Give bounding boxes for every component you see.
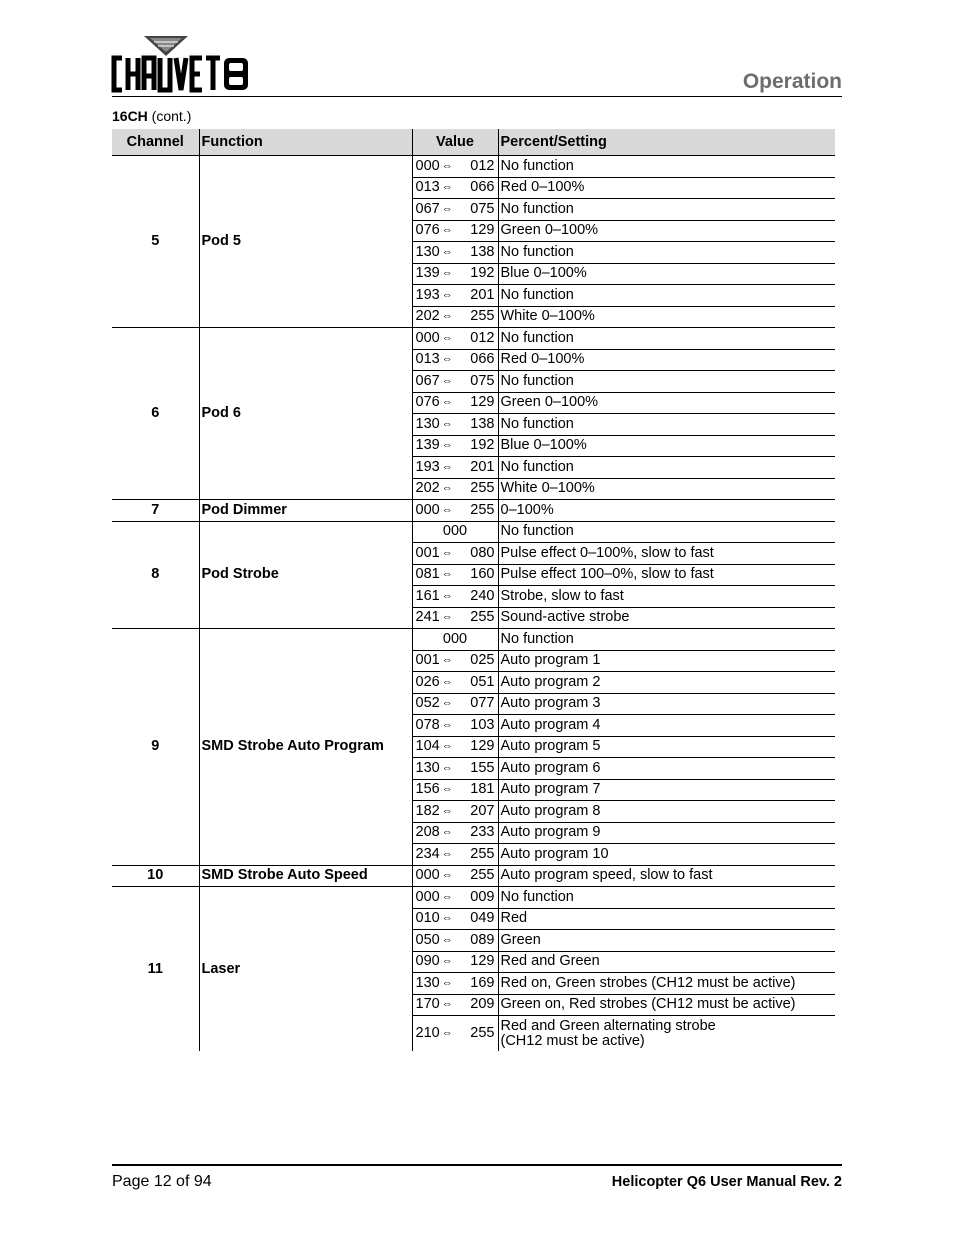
- dmx-value-to: 129: [470, 953, 495, 970]
- setting-description: [498, 306, 835, 328]
- setting-text: Blue 0–100%: [500, 437, 587, 454]
- dmx-value-single: 000: [442, 630, 468, 647]
- left-right-arrow-icon: ⇔: [441, 482, 453, 495]
- dmx-value-from: 104: [415, 738, 440, 755]
- setting-description: [498, 865, 835, 887]
- left-right-arrow-icon: ⇔: [441, 310, 453, 323]
- dmx-value-from: 026: [415, 673, 440, 690]
- dmx-value-from: 161: [415, 587, 440, 604]
- setting-text: Sound-active strobe: [500, 609, 630, 626]
- dmx-value-range: [412, 177, 498, 199]
- column-header-value: Value: [412, 129, 498, 156]
- setting-description: [498, 650, 835, 672]
- setting-text: Green 0–100%: [500, 394, 599, 411]
- setting-description: [498, 693, 835, 715]
- setting-text: White 0–100%: [500, 308, 595, 325]
- dmx-value-to: 255: [470, 501, 495, 518]
- dmx-value-range: [412, 478, 498, 500]
- left-right-arrow-icon: ⇔: [441, 267, 453, 280]
- setting-description: [498, 543, 835, 565]
- dmx-channel-table: [112, 129, 835, 1051]
- dmx-value-to: 201: [470, 458, 495, 475]
- setting-description: [498, 908, 835, 930]
- setting-description: [498, 349, 835, 371]
- dmx-value-to: 075: [470, 372, 495, 389]
- dmx-value-range: [412, 930, 498, 952]
- left-right-arrow-icon: ⇔: [441, 675, 453, 688]
- setting-description: [498, 478, 835, 500]
- dmx-value-range: [412, 865, 498, 887]
- dmx-value-to: 255: [470, 867, 495, 884]
- setting-description: [498, 586, 835, 608]
- setting-text: No function: [500, 243, 574, 260]
- setting-description: [498, 177, 835, 199]
- dmx-value-range: [412, 392, 498, 414]
- dmx-value-to: 012: [470, 157, 495, 174]
- left-right-arrow-icon: ⇔: [441, 568, 453, 581]
- channel-function: Pod 6: [199, 328, 412, 500]
- table-header-row: [112, 129, 835, 156]
- dmx-value-to: 049: [470, 910, 495, 927]
- dmx-value-to: 089: [470, 931, 495, 948]
- dmx-value-from: 067: [415, 372, 440, 389]
- dmx-value-range: [412, 414, 498, 436]
- dmx-value-from: 130: [415, 759, 440, 776]
- left-right-arrow-icon: ⇔: [441, 826, 453, 839]
- dmx-value-range: [412, 973, 498, 995]
- dmx-value-range: [412, 994, 498, 1016]
- setting-description: [498, 801, 835, 823]
- dmx-value-range: [412, 521, 498, 543]
- left-right-arrow-icon: ⇔: [441, 331, 453, 344]
- left-right-arrow-icon: ⇔: [441, 353, 453, 366]
- dmx-value-from: 182: [415, 802, 440, 819]
- dmx-value-range: [412, 1016, 498, 1052]
- dmx-value-from: 130: [415, 415, 440, 432]
- dmx-value-from: 000: [415, 888, 440, 905]
- setting-text: Auto program 10: [500, 845, 609, 862]
- dmx-value-range: [412, 500, 498, 522]
- setting-text: Strobe, slow to fast: [500, 587, 624, 604]
- table-caption-mode: 16CH: [112, 108, 148, 124]
- dmx-value-to: 138: [470, 415, 495, 432]
- dmx-value-from: 139: [415, 437, 440, 454]
- dmx-value-range: [412, 607, 498, 629]
- dmx-value-to: 129: [470, 394, 495, 411]
- dmx-value-to: 066: [470, 179, 495, 196]
- dmx-value-range: [412, 328, 498, 350]
- dmx-value-to: 181: [470, 781, 495, 798]
- left-right-arrow-icon: ⇔: [441, 396, 453, 409]
- setting-text: Auto program 6: [500, 759, 601, 776]
- dmx-value-to: 255: [470, 609, 495, 626]
- setting-text: No function: [500, 200, 574, 217]
- dmx-value-from: 013: [415, 351, 440, 368]
- dmx-value-from: 130: [415, 974, 440, 991]
- table-row: [112, 887, 835, 909]
- section-title: Operation: [742, 70, 842, 93]
- dmx-value-from: 081: [415, 566, 440, 583]
- page-number: Page 12 of 94: [112, 1173, 212, 1190]
- channel-function: Pod Dimmer: [199, 500, 412, 522]
- left-right-arrow-icon: ⇔: [441, 589, 453, 602]
- header-divider: [112, 96, 842, 97]
- column-header-channel: Channel: [112, 129, 199, 156]
- dmx-value-to: 192: [470, 265, 495, 282]
- left-right-arrow-icon: ⇔: [441, 181, 453, 194]
- setting-description: [498, 844, 835, 866]
- setting-text: Green 0–100%: [500, 222, 599, 239]
- setting-description: [498, 822, 835, 844]
- table-row: [112, 500, 835, 522]
- channel-number: 7: [112, 500, 199, 522]
- dmx-value-range: [412, 371, 498, 393]
- dmx-value-to: 255: [470, 845, 495, 862]
- dmx-value-to: 207: [470, 802, 495, 819]
- dmx-value-range: [412, 650, 498, 672]
- dmx-value-to: 009: [470, 888, 495, 905]
- left-right-arrow-icon: ⇔: [441, 654, 453, 667]
- setting-description: [498, 951, 835, 973]
- setting-text-line2: (CH12 must be active): [500, 1032, 645, 1049]
- dmx-value-range: [412, 156, 498, 178]
- channel-number: 9: [112, 629, 199, 866]
- setting-description: [498, 607, 835, 629]
- left-right-arrow-icon: ⇔: [441, 546, 453, 559]
- setting-text: No function: [500, 157, 574, 174]
- dmx-value-to: 255: [470, 1025, 495, 1041]
- setting-description: [498, 242, 835, 264]
- setting-text: Auto program 9: [500, 824, 601, 841]
- dmx-value-range: [412, 715, 498, 737]
- dmx-value-to: 201: [470, 286, 495, 303]
- setting-description: [498, 328, 835, 350]
- left-right-arrow-icon: ⇔: [441, 697, 453, 710]
- dmx-value-to: 025: [470, 652, 495, 669]
- manual-title: Helicopter Q6 User Manual Rev. 2: [611, 1174, 842, 1190]
- chauvet-dj-logo: [110, 34, 252, 96]
- left-right-arrow-icon: ⇔: [441, 503, 453, 516]
- table-row: [112, 629, 835, 651]
- setting-text: Blue 0–100%: [500, 265, 587, 282]
- setting-description: [498, 564, 835, 586]
- dmx-value-range: [412, 220, 498, 242]
- channel-function: Laser: [199, 887, 412, 1052]
- setting-description: [498, 1016, 835, 1052]
- dmx-value-range: [412, 285, 498, 307]
- dmx-value-from: 170: [415, 996, 440, 1013]
- dmx-value-from: 090: [415, 953, 440, 970]
- setting-description: [498, 285, 835, 307]
- channel-number: 5: [112, 156, 199, 328]
- setting-text: Red: [500, 910, 528, 927]
- setting-description: [498, 371, 835, 393]
- left-right-arrow-icon: ⇔: [441, 245, 453, 258]
- left-right-arrow-icon: ⇔: [441, 933, 453, 946]
- column-header-setting: Percent/Setting: [498, 129, 835, 156]
- dmx-value-range: [412, 435, 498, 457]
- dmx-value-range: [412, 951, 498, 973]
- setting-description: [498, 156, 835, 178]
- dmx-value-to: 103: [470, 716, 495, 733]
- table-caption: [112, 108, 191, 124]
- setting-description: [498, 887, 835, 909]
- setting-description: [498, 263, 835, 285]
- dmx-value-to: 233: [470, 824, 495, 841]
- dmx-value-from: 067: [415, 200, 440, 217]
- table-row: [112, 521, 835, 543]
- left-right-arrow-icon: ⇔: [441, 912, 453, 925]
- setting-text: Auto program 7: [500, 781, 601, 798]
- left-right-arrow-icon: ⇔: [441, 439, 453, 452]
- dmx-value-range: [412, 908, 498, 930]
- channel-function: Pod Strobe: [199, 521, 412, 629]
- setting-text: Auto program 3: [500, 695, 601, 712]
- dmx-value-from: 000: [415, 501, 440, 518]
- dmx-value-to: 169: [470, 974, 495, 991]
- setting-description: [498, 715, 835, 737]
- setting-text: No function: [500, 329, 574, 346]
- dmx-value-from: 208: [415, 824, 440, 841]
- dmx-value-from: 193: [415, 286, 440, 303]
- dmx-value-range: [412, 844, 498, 866]
- dmx-value-range: [412, 887, 498, 909]
- setting-text: No function: [500, 458, 574, 475]
- setting-text: Auto program speed, slow to fast: [500, 867, 713, 884]
- left-right-arrow-icon: ⇔: [441, 847, 453, 860]
- dmx-value-from: 001: [415, 652, 440, 669]
- setting-text: No function: [500, 630, 574, 647]
- channel-function: Pod 5: [199, 156, 412, 328]
- setting-text: Auto program 1: [500, 652, 601, 669]
- table-row: [112, 156, 835, 178]
- dmx-value-from: 001: [415, 544, 440, 561]
- setting-description: [498, 414, 835, 436]
- setting-text: Green on, Red strobes (CH12 must be active): [500, 996, 796, 1013]
- dmx-value-range: [412, 263, 498, 285]
- dmx-value-range: [412, 199, 498, 221]
- dmx-value-to: 255: [470, 308, 495, 325]
- dmx-value-from: 234: [415, 845, 440, 862]
- left-right-arrow-icon: ⇔: [441, 460, 453, 473]
- dmx-value-range: [412, 693, 498, 715]
- column-header-function: Function: [199, 129, 412, 156]
- channel-number: 6: [112, 328, 199, 500]
- left-right-arrow-icon: ⇔: [441, 976, 453, 989]
- left-right-arrow-icon: ⇔: [441, 761, 453, 774]
- dmx-value-range: [412, 779, 498, 801]
- dmx-value-to: 138: [470, 243, 495, 260]
- setting-text: No function: [500, 523, 574, 540]
- dmx-value-range: [412, 801, 498, 823]
- setting-text: Pulse effect 0–100%, slow to fast: [500, 544, 714, 561]
- dmx-value-from: 000: [415, 157, 440, 174]
- left-right-arrow-icon: ⇔: [441, 159, 453, 172]
- left-right-arrow-icon: ⇔: [441, 202, 453, 215]
- dmx-value-range: [412, 629, 498, 651]
- dmx-value-to: 160: [470, 566, 495, 583]
- dmx-value-range: [412, 736, 498, 758]
- dmx-value-from: 050: [415, 931, 440, 948]
- dmx-value-to: 209: [470, 996, 495, 1013]
- setting-text: No function: [500, 888, 574, 905]
- left-right-arrow-icon: ⇔: [441, 783, 453, 796]
- left-right-arrow-icon: ⇔: [441, 417, 453, 430]
- channel-function: SMD Strobe Auto Program: [199, 629, 412, 866]
- setting-description: [498, 930, 835, 952]
- setting-description: [498, 973, 835, 995]
- setting-text: No function: [500, 372, 574, 389]
- setting-text: Pulse effect 100–0%, slow to fast: [500, 566, 714, 583]
- setting-text: No function: [500, 415, 574, 432]
- setting-description: [498, 736, 835, 758]
- setting-text: Auto program 2: [500, 673, 601, 690]
- dmx-value-from: 139: [415, 265, 440, 282]
- left-right-arrow-icon: ⇔: [441, 374, 453, 387]
- dmx-value-from: 052: [415, 695, 440, 712]
- dmx-value-from: 130: [415, 243, 440, 260]
- dmx-value-from: 078: [415, 716, 440, 733]
- table-row: [112, 865, 835, 887]
- table-row: [112, 328, 835, 350]
- channel-number: 8: [112, 521, 199, 629]
- dmx-value-from: 210: [415, 1025, 440, 1041]
- setting-text: Red and Green: [500, 953, 600, 970]
- dmx-value-to: 012: [470, 329, 495, 346]
- dmx-value-from: 000: [415, 867, 440, 884]
- setting-text: No function: [500, 286, 574, 303]
- dmx-value-to: 080: [470, 544, 495, 561]
- dmx-value-to: 192: [470, 437, 495, 454]
- setting-description: [498, 779, 835, 801]
- dmx-value-range: [412, 822, 498, 844]
- left-right-arrow-icon: ⇔: [441, 890, 453, 903]
- left-right-arrow-icon: ⇔: [441, 718, 453, 731]
- setting-text: Red 0–100%: [500, 179, 585, 196]
- dmx-value-range: [412, 349, 498, 371]
- setting-text: Auto program 5: [500, 738, 601, 755]
- setting-description: [498, 392, 835, 414]
- dmx-value-from: 241: [415, 609, 440, 626]
- dmx-value-to: 051: [470, 673, 495, 690]
- setting-description: [498, 220, 835, 242]
- setting-description: [498, 500, 835, 522]
- logo-diamond-icon: [144, 36, 188, 56]
- dmx-value-from: 013: [415, 179, 440, 196]
- channel-function: SMD Strobe Auto Speed: [199, 865, 412, 887]
- left-right-arrow-icon: ⇔: [441, 869, 453, 882]
- setting-text: Red and Green alternating strobe: [500, 1017, 716, 1034]
- dmx-value-to: 129: [470, 738, 495, 755]
- setting-text: Red on, Green strobes (CH12 must be active): [500, 974, 796, 991]
- setting-description: [498, 629, 835, 651]
- setting-description: [498, 672, 835, 694]
- dmx-value-range: [412, 672, 498, 694]
- dmx-value-range: [412, 242, 498, 264]
- left-right-arrow-icon: ⇔: [441, 740, 453, 753]
- dmx-value-from: 156: [415, 781, 440, 798]
- dmx-value-from: 000: [415, 329, 440, 346]
- left-right-arrow-icon: ⇔: [441, 955, 453, 968]
- dmx-value-to: 155: [470, 759, 495, 776]
- left-right-arrow-icon: ⇔: [441, 1027, 453, 1039]
- channel-number: 10: [112, 865, 199, 887]
- dmx-value-range: [412, 306, 498, 328]
- setting-text: White 0–100%: [500, 480, 595, 497]
- setting-description: [498, 435, 835, 457]
- setting-description: [498, 521, 835, 543]
- dmx-value-single: 000: [442, 523, 468, 540]
- setting-description: [498, 199, 835, 221]
- setting-text: 0–100%: [500, 501, 554, 518]
- footer-divider: [112, 1164, 842, 1166]
- left-right-arrow-icon: ⇔: [441, 611, 453, 624]
- left-right-arrow-icon: ⇔: [441, 804, 453, 817]
- dmx-value-range: [412, 543, 498, 565]
- dmx-value-range: [412, 586, 498, 608]
- setting-text: Auto program 8: [500, 802, 601, 819]
- setting-text: Red 0–100%: [500, 351, 585, 368]
- dmx-value-to: 075: [470, 200, 495, 217]
- dmx-value-from: 076: [415, 394, 440, 411]
- dmx-value-to: 066: [470, 351, 495, 368]
- dmx-value-to: 255: [470, 480, 495, 497]
- dmx-value-from: 202: [415, 480, 440, 497]
- dmx-value-from: 076: [415, 222, 440, 239]
- dmx-value-range: [412, 758, 498, 780]
- dmx-value-to: 077: [470, 695, 495, 712]
- dmx-value-range: [412, 564, 498, 586]
- setting-description: [498, 994, 835, 1016]
- setting-description: [498, 457, 835, 479]
- left-right-arrow-icon: ⇔: [441, 998, 453, 1011]
- dmx-value-to: 240: [470, 587, 495, 604]
- channel-number: 11: [147, 960, 163, 977]
- dmx-value-range: [412, 457, 498, 479]
- table-caption-suffix: (cont.): [147, 108, 192, 124]
- left-right-arrow-icon: ⇔: [441, 224, 453, 237]
- table-body: [112, 156, 835, 1052]
- dmx-value-to: 129: [470, 222, 495, 239]
- setting-text: Auto program 4: [500, 716, 601, 733]
- dmx-value-from: 193: [415, 458, 440, 475]
- left-right-arrow-icon: ⇔: [441, 288, 453, 301]
- dmx-value-from: 202: [415, 308, 440, 325]
- dmx-value-from: 010: [415, 910, 440, 927]
- setting-text: Green: [500, 931, 541, 948]
- setting-description: [498, 758, 835, 780]
